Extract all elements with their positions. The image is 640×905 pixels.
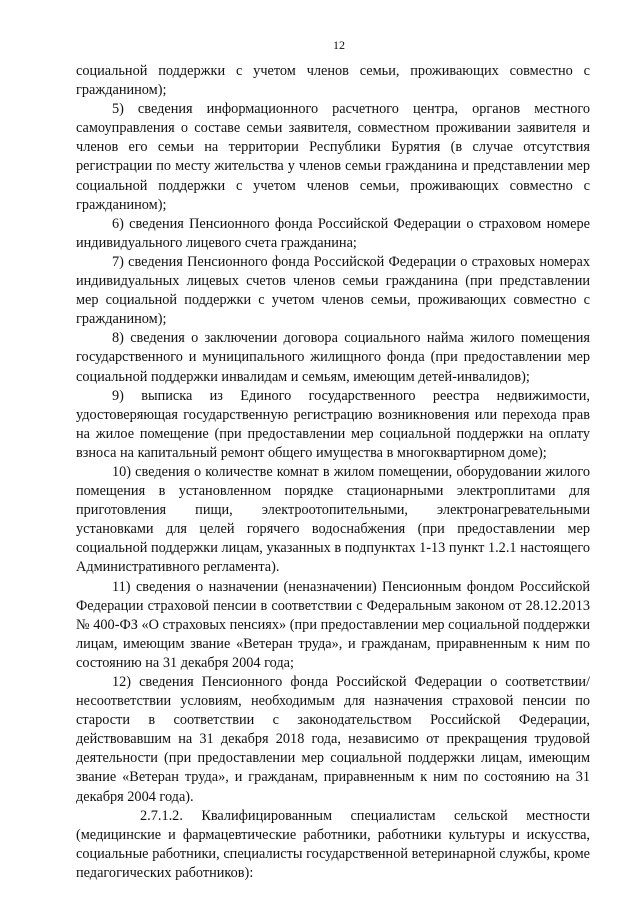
paragraph-section-2-7-1-2: 2.7.1.2. Квалифицированным специалистам сельской местности (медицинские и фармацевтические работники, работники культуры и искусства, социальные работники, специалисты государственной ветеринарной службы, кроме педагогических работников): [76, 807, 590, 881]
paragraph-item-7: 7) сведения Пенсионного фонда Российской Федерации о страховых номерах индивидуальных лицевых счетов членов семьи гражданина (при представлении мер социальной поддержки с учетом членов семьи, проживающих совместно с гражданином); [76, 253, 590, 328]
paragraph-item-11: 11) сведения о назначении (неназначении) Пенсионным фондом Российской Федерации страховой пенсии в соответствии с Федеральным законом от 28.12.2013 № 400-ФЗ «О страховых пенсиях» (при предоставлении мер социальной поддержки лицам, имеющим звание «Ветеран труда», и гражданам, приравненным к ним по состоянию на 31 декабря 2004 года; [76, 578, 590, 671]
paragraph-item-8: 8) сведения о заключении договора социального найма жилого помещения государственного и муниципального жилищного фонда (при предоставлении мер социальной поддержки инвалидам и семьям, имеющим детей-инвалидов); [76, 330, 590, 385]
paragraph-item-6: 6) сведения Пенсионного фонда Российской Федерации о страховом номере индивидуального лицевого счета гражданина; [76, 215, 590, 251]
paragraph-item-12: 12) сведения Пенсионного фонда Российской Федерации о соответствии/несоответствии условиям, необходимым для назначения страховой пенсии по старости в соответствии с законодательством Российской Федерации, действовавшим на 31 декабря 2018 года, независимо от прекращения трудовой деятельности (при предоставлении мер социальной поддержки лицам, имеющим звание «Ветеран труда», и гражданам, приравненным к ним по состоянию на 31 декабря 2004 года). [76, 674, 590, 805]
paragraph-item-9: 9) выписка из Единого государственного реестра недвижимости, удостоверяющая государственную регистрацию возникновения или перехода прав на жилое помещение (при предоставлении мер социальной поддержки на оплату взноса на капитальный ремонт общего имущества в многоквартирном доме); [76, 387, 590, 461]
paragraph-item-5: 5) сведения информационного расчетного центра, органов местного самоуправления о составе семьи заявителя, совместном проживании заявителя и членов его семьи на территории Республики Бурятия (в случае отсутствия регистрации по месту жительства у членов семьи гражданина и представлении мер социальной поддержки с учетом членов семьи, проживающих совместно с гражданином); [76, 101, 590, 213]
paragraph-continuation: социальной поддержки с учетом членов семьи, проживающих совместно с гражданином); [76, 63, 590, 99]
paragraph-item-10: 10) сведения о количестве комнат в жилом помещении, оборудовании жилого помещения в установленном порядке стационарными электроплитами для приготовления пищи, электроотопительными, электронагревательными установками для целей горячего водоснабжения (при предоставлении мер социальной поддержки лицам, указанных в подпунктах 1-13 пункт 1.2.1 настоящего Административного регламента). [76, 463, 590, 576]
page-number: 12 [333, 38, 345, 52]
